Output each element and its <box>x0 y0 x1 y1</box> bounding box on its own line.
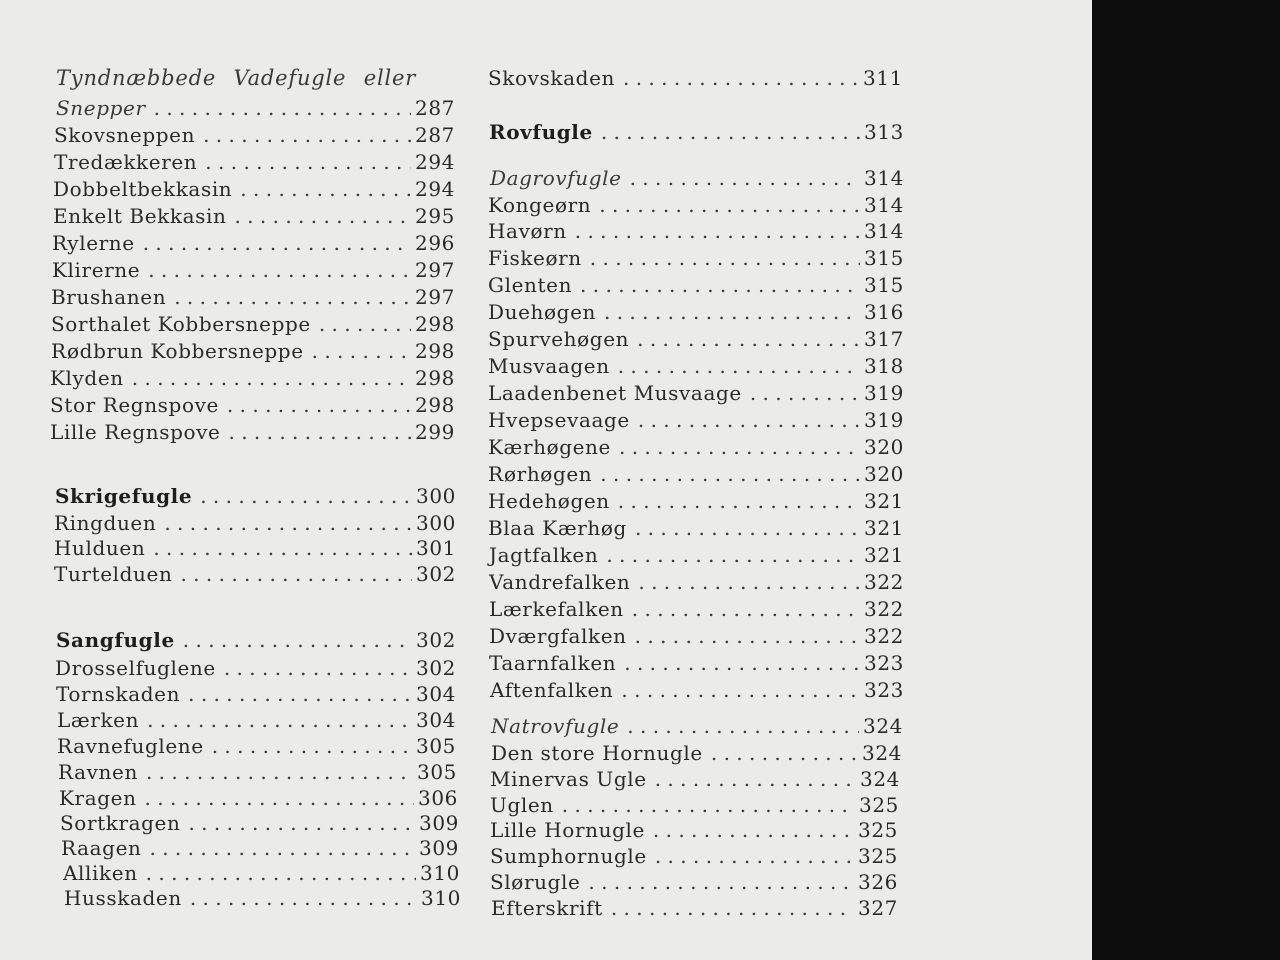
toc-entry <box>59 786 458 810</box>
toc-entry <box>60 811 459 835</box>
toc-entry-label: Drosselfuglene <box>55 656 216 680</box>
toc-entry-label: Rødbrun Kobbersneppe <box>51 339 304 363</box>
toc-entry <box>57 708 456 732</box>
dot-leader <box>580 273 860 297</box>
toc-entry-label: Rylerne <box>52 231 135 255</box>
dot-leader <box>601 120 860 144</box>
dot-leader <box>132 366 411 390</box>
toc-page-number: 300 <box>416 511 456 535</box>
toc-entry <box>50 420 455 444</box>
toc-page-number: 298 <box>415 312 455 336</box>
toc-entry <box>51 285 455 309</box>
dot-leader <box>227 393 411 417</box>
dot-leader <box>319 312 411 336</box>
toc-entry <box>488 408 904 432</box>
toc-entry-label: Uglen <box>490 793 554 817</box>
toc-entry-label: Skrigefugle <box>55 484 193 508</box>
toc-entry <box>54 562 456 586</box>
dot-leader <box>183 628 412 652</box>
toc-entry-label: Lille Hornugle <box>490 818 645 842</box>
dot-leader <box>604 300 860 324</box>
toc-page-number: 310 <box>421 886 461 910</box>
toc-page-number: 323 <box>864 651 904 675</box>
dot-leader <box>212 734 412 758</box>
toc-entry <box>490 793 899 817</box>
toc-entry-label: Snepper <box>56 96 146 120</box>
toc-entry-label: Hulduen <box>54 536 146 560</box>
toc-entry-label: Stor Regnspove <box>50 393 219 417</box>
toc-entry-label: Klyden <box>50 366 124 390</box>
toc-page-number: 302 <box>416 562 456 586</box>
toc-subsection-entry <box>56 96 455 120</box>
dot-leader <box>150 836 416 860</box>
toc-page-number: 298 <box>415 339 455 363</box>
toc-entry <box>491 741 902 765</box>
toc-page-number: 324 <box>862 741 902 765</box>
toc-page-number: 326 <box>858 870 898 894</box>
dot-leader <box>590 246 860 270</box>
dot-leader <box>180 562 412 586</box>
toc-entry-label: Musvaagen <box>488 354 610 378</box>
toc-entry <box>56 682 456 706</box>
toc-page-number: 321 <box>864 489 904 513</box>
dot-leader <box>224 656 412 680</box>
dot-leader <box>188 682 412 706</box>
toc-entry-label: Dagrovfugle <box>490 166 622 190</box>
toc-page-number: 309 <box>419 811 459 835</box>
toc-entry-label: Sorthalet Kobbersneppe <box>51 312 311 336</box>
dot-leader <box>146 861 416 885</box>
toc-entry-label: Ringduen <box>54 511 157 535</box>
dot-leader <box>619 435 860 459</box>
toc-page-number: 309 <box>419 836 459 860</box>
toc-page-number: 296 <box>415 231 455 255</box>
toc-page-number: 320 <box>864 462 904 486</box>
toc-entry <box>488 354 904 378</box>
toc-entry <box>57 734 456 758</box>
dot-leader <box>562 793 855 817</box>
toc-page-number: 314 <box>864 166 904 190</box>
toc-entry <box>488 462 904 486</box>
toc-entry <box>488 246 904 270</box>
toc-entry-label: Havørn <box>488 219 567 243</box>
toc-entry <box>54 511 456 535</box>
dot-leader <box>638 408 860 432</box>
dot-leader <box>627 714 859 738</box>
toc-page-number: 297 <box>415 285 455 309</box>
toc-entry <box>488 516 904 540</box>
toc-entry <box>490 767 900 791</box>
toc-entry <box>54 123 455 147</box>
toc-entry-label: Hedehøgen <box>488 489 610 513</box>
toc-entry <box>488 219 904 243</box>
dot-leader <box>711 741 858 765</box>
dot-leader <box>653 818 854 842</box>
toc-entry-label: Turtelduen <box>54 562 173 586</box>
toc-entry-label: Ravnefuglene <box>57 734 204 758</box>
toc-page-number: 319 <box>864 408 904 432</box>
toc-entry <box>489 543 904 567</box>
toc-entry-label: Skovskaden <box>488 66 615 90</box>
toc-entry <box>58 760 457 784</box>
dot-leader <box>618 489 860 513</box>
dot-leader <box>203 123 411 147</box>
toc-entry-label: Enkelt Bekkasin <box>53 204 227 228</box>
toc-entry <box>51 312 455 336</box>
toc-entry <box>54 536 456 560</box>
toc-entry-label: Taarnfalken <box>489 651 617 675</box>
toc-entry-label: Lille Regnspove <box>50 420 221 444</box>
toc-entry-label: Dværgfalken <box>489 624 627 648</box>
toc-entry <box>64 886 461 910</box>
toc-entry <box>488 273 904 297</box>
toc-entry <box>489 651 904 675</box>
toc-entry <box>51 339 455 363</box>
toc-entry <box>490 844 898 868</box>
toc-entry-label: Klirerne <box>52 258 141 282</box>
toc-page-number: 320 <box>864 435 904 459</box>
toc-page-number: 319 <box>864 381 904 405</box>
toc-page-number: 322 <box>864 570 904 594</box>
toc-page-number: 300 <box>416 484 456 508</box>
dot-leader <box>143 231 411 255</box>
toc-page-number: 301 <box>416 536 456 560</box>
dot-leader <box>637 327 860 351</box>
dot-leader <box>632 597 860 621</box>
toc-entry-label: Laadenbenet Musvaage <box>488 381 742 405</box>
toc-page-number: 287 <box>415 123 455 147</box>
dot-leader <box>606 543 860 567</box>
toc-entry <box>488 381 904 405</box>
toc-section-heading <box>489 120 904 144</box>
dot-leader <box>635 516 860 540</box>
toc-page-number: 324 <box>863 714 903 738</box>
dot-leader <box>147 708 412 732</box>
toc-entry <box>490 870 898 894</box>
toc-entry <box>489 570 904 594</box>
dot-leader <box>623 66 859 90</box>
toc-page-number: 304 <box>416 682 456 706</box>
dot-leader <box>190 886 417 910</box>
toc-entry-label: Hvepsevaage <box>488 408 630 432</box>
toc-page-number: 322 <box>864 597 904 621</box>
dot-leader <box>200 484 412 508</box>
toc-entry <box>488 300 904 324</box>
toc-page-number: 298 <box>415 393 455 417</box>
toc-page-number: 321 <box>864 543 904 567</box>
toc-entry-label: Efterskrift <box>491 896 603 920</box>
toc-entry <box>63 861 460 885</box>
toc-entry <box>489 624 904 648</box>
toc-entry-label: Lærkefalken <box>489 597 624 621</box>
toc-entry-label: Rørhøgen <box>488 462 593 486</box>
toc-entry-label: Blaa Kærhøg <box>488 516 627 540</box>
toc-entry-label: Vandrefalken <box>489 570 631 594</box>
toc-page-number: 294 <box>415 177 455 201</box>
toc-entry-label: Sortkragen <box>60 811 181 835</box>
dot-leader <box>638 570 860 594</box>
toc-page-number: 311 <box>863 66 903 90</box>
dot-leader <box>630 166 860 190</box>
toc-section-heading <box>56 628 456 652</box>
toc-entry-label: Minervas Ugle <box>490 767 647 791</box>
toc-page-number: 297 <box>415 258 455 282</box>
toc-entry <box>491 896 898 920</box>
toc-entry <box>52 231 455 255</box>
toc-entry <box>488 193 904 217</box>
toc-page-number: 324 <box>860 767 900 791</box>
dot-leader <box>618 354 860 378</box>
dot-leader <box>164 511 412 535</box>
toc-entry <box>52 258 455 282</box>
dot-leader <box>575 219 860 243</box>
toc-entry-label: Spurvehøgen <box>488 327 630 351</box>
toc-page-number: 310 <box>420 861 460 885</box>
toc-entry-label: Tredækkeren <box>54 150 198 174</box>
toc-page-number: 306 <box>418 786 458 810</box>
toc-page-number: 325 <box>858 844 898 868</box>
toc-page-number: 315 <box>864 246 904 270</box>
toc-entry <box>488 327 904 351</box>
toc-entry <box>50 393 455 417</box>
dot-leader <box>154 96 411 120</box>
toc-page-number: 327 <box>858 896 898 920</box>
dot-leader <box>611 896 854 920</box>
toc-page-number: 302 <box>416 628 456 652</box>
toc-entry-label: Sumphornugle <box>490 844 647 868</box>
toc-entry-label: Skovsneppen <box>54 123 196 147</box>
dot-leader <box>655 767 856 791</box>
toc-entry-label: Brushanen <box>51 285 167 309</box>
toc-entry <box>55 656 456 680</box>
toc-page-number: 323 <box>864 678 904 702</box>
dot-leader <box>174 285 411 309</box>
toc-page-number: 314 <box>864 219 904 243</box>
toc-entry <box>488 66 903 90</box>
toc-page-number: 305 <box>417 760 457 784</box>
dot-leader <box>599 193 860 217</box>
toc-entry-label: Raagen <box>61 836 142 860</box>
toc-page-number: 313 <box>864 120 904 144</box>
toc-entry-label: Tornskaden <box>56 682 181 706</box>
toc-entry <box>50 366 455 390</box>
toc-page-number: 325 <box>859 793 899 817</box>
dot-leader <box>588 870 854 894</box>
toc-page-number: 325 <box>858 818 898 842</box>
toc-entry <box>490 818 898 842</box>
dot-leader <box>146 760 413 784</box>
toc-entry-label: Kongeørn <box>488 193 592 217</box>
toc-entry <box>490 678 904 702</box>
toc-entry-label: Lærken <box>57 708 140 732</box>
toc-entry-label: Sangfugle <box>56 628 175 652</box>
dot-leader <box>145 786 414 810</box>
dot-leader <box>621 678 860 702</box>
toc-page-number: 298 <box>415 366 455 390</box>
toc-entry <box>53 204 455 228</box>
toc-section-heading <box>55 484 456 508</box>
toc-page-number: 302 <box>416 656 456 680</box>
toc-page-number: 315 <box>864 273 904 297</box>
toc-entry <box>53 177 455 201</box>
toc-entry <box>54 150 455 174</box>
dot-leader <box>240 177 411 201</box>
toc-entry-label: Glenten <box>488 273 573 297</box>
toc-entry-label: Husskaden <box>64 886 182 910</box>
toc-entry-label: Jagtfalken <box>489 543 599 567</box>
toc-entry-label: Slørugle <box>490 870 581 894</box>
toc-subsection-entry <box>490 166 904 190</box>
dot-leader <box>750 381 860 405</box>
toc-entry-label: Fiskeørn <box>488 246 582 270</box>
dot-leader <box>234 204 411 228</box>
dot-leader <box>148 258 411 282</box>
toc-entry-label: Aftenfalken <box>490 678 614 702</box>
dot-leader <box>312 339 411 363</box>
toc-entry <box>61 836 459 860</box>
dot-leader <box>624 651 860 675</box>
toc-entry-label: Kragen <box>59 786 137 810</box>
toc-page-number: 316 <box>864 300 904 324</box>
toc-page-number: 304 <box>416 708 456 732</box>
toc-page-number: 318 <box>864 354 904 378</box>
toc-page-number: 322 <box>864 624 904 648</box>
dot-leader <box>600 462 860 486</box>
toc-page-number: 314 <box>864 193 904 217</box>
dot-leader <box>228 420 411 444</box>
toc-entry-label: Natrovfugle <box>491 714 620 738</box>
dot-leader <box>635 624 860 648</box>
toc-subsection-entry <box>491 714 903 738</box>
dot-leader <box>153 536 412 560</box>
toc-page-number: 305 <box>416 734 456 758</box>
dot-leader <box>188 811 415 835</box>
toc-entry-label: Dobbeltbekkasin <box>53 177 233 201</box>
toc-page-number: 299 <box>415 420 455 444</box>
toc-entry-label: Rovfugle <box>489 120 593 144</box>
toc-entry-label: Alliken <box>63 861 138 885</box>
toc-entry-label: Ravnen <box>58 760 138 784</box>
toc-page-number: 317 <box>864 327 904 351</box>
toc-page-number: 321 <box>864 516 904 540</box>
toc-page-number: 294 <box>415 150 455 174</box>
toc-entry-label: Duehøgen <box>488 300 596 324</box>
toc-entry-label: Kærhøgene <box>488 435 611 459</box>
toc-entry <box>488 489 904 513</box>
toc-page-number: 287 <box>415 96 455 120</box>
toc-page-number: 295 <box>415 204 455 228</box>
toc-entry-label: Den store Hornugle <box>491 741 703 765</box>
dot-leader <box>205 150 411 174</box>
toc-entry <box>489 597 904 621</box>
toc-entry <box>488 435 904 459</box>
dot-leader <box>655 844 854 868</box>
toc-section-intro: Tyndnæbbede Vadefugle eller <box>56 66 417 90</box>
